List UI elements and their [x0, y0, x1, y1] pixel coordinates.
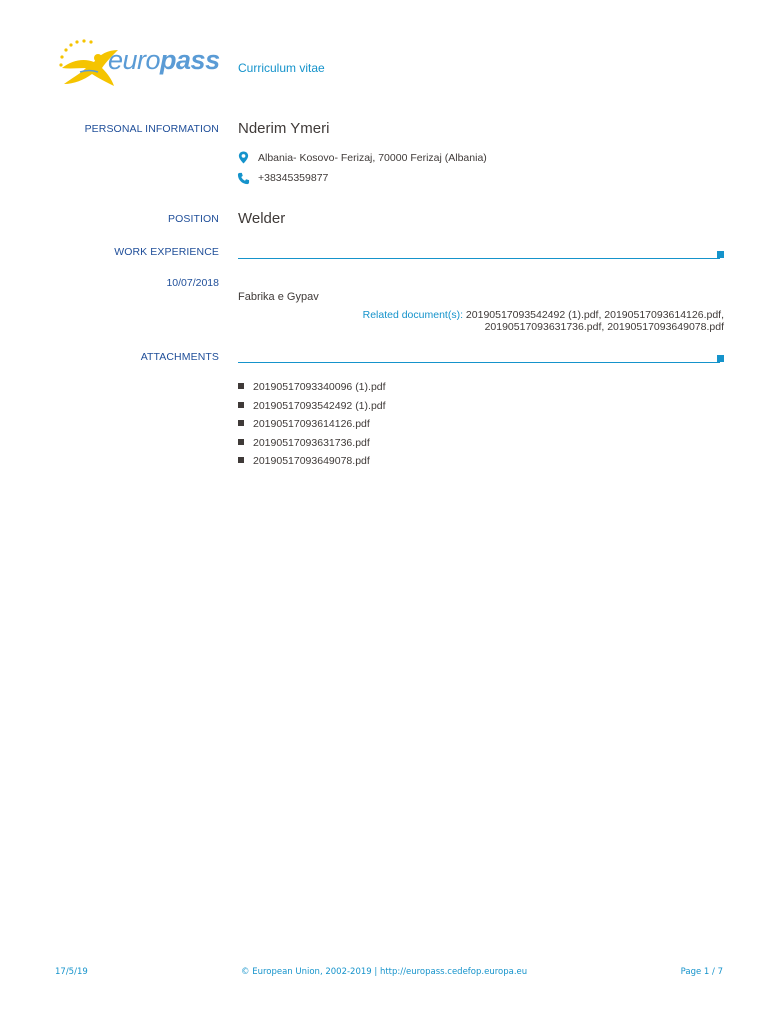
attachments-list: [238, 380, 386, 473]
phone-icon: [237, 172, 250, 185]
related-documents-list[interactable]: 20190517093542492 (1).pdf, 20190517093614126.pdf, 20190517093631736.pdf, 20190517093649078.pdf: [465, 309, 724, 333]
bullet-icon: [238, 439, 244, 445]
bullet-icon: [238, 457, 244, 463]
document-title: Curriculum vitae: [238, 61, 325, 75]
attachments-marker: [717, 355, 724, 362]
footer-copyright[interactable]: © European Union, 2002-2019 | http://europass.cedefop.europa.eu: [241, 967, 528, 977]
attachments-divider: [238, 362, 720, 363]
bullet-icon: [238, 383, 244, 389]
bullet-icon: [238, 420, 244, 426]
work-experience-marker: [717, 251, 724, 258]
position-label: POSITION: [168, 213, 219, 225]
phone-text: +38345359877: [258, 172, 329, 184]
position-value: Welder: [238, 210, 286, 227]
personal-information-label: PERSONAL INFORMATION: [84, 123, 219, 135]
person-name: Nderim Ymeri: [238, 120, 330, 137]
europass-logo-wordmark: europass: [108, 45, 220, 75]
attachment-item[interactable]: 20190517093542492 (1).pdf: [238, 399, 386, 418]
footer-date: 17/5/19: [55, 967, 88, 977]
footer-page-number: Page 1 / 7: [680, 967, 723, 977]
work-entry-date: 10/07/2018: [166, 277, 219, 289]
attachments-label: ATTACHMENTS: [140, 351, 219, 363]
location-pin-icon: [237, 151, 250, 164]
work-experience-divider: [238, 258, 720, 259]
attachment-item[interactable]: 20190517093649078.pdf: [238, 454, 386, 473]
address-text: Albania- Kosovo- Ferizaj, 70000 Ferizaj (Albania): [258, 152, 487, 164]
attachment-item[interactable]: 20190517093614126.pdf: [238, 417, 386, 436]
work-experience-label: WORK EXPERIENCE: [114, 246, 219, 258]
bullet-icon: [238, 402, 244, 408]
work-entry-employer: Fabrika e Gypav: [238, 291, 319, 303]
attachment-item[interactable]: 20190517093340096 (1).pdf: [238, 380, 386, 399]
related-documents-label: Related document(s):: [362, 309, 463, 321]
work-entry-related-documents: [264, 309, 724, 333]
attachment-item[interactable]: 20190517093631736.pdf: [238, 436, 386, 455]
